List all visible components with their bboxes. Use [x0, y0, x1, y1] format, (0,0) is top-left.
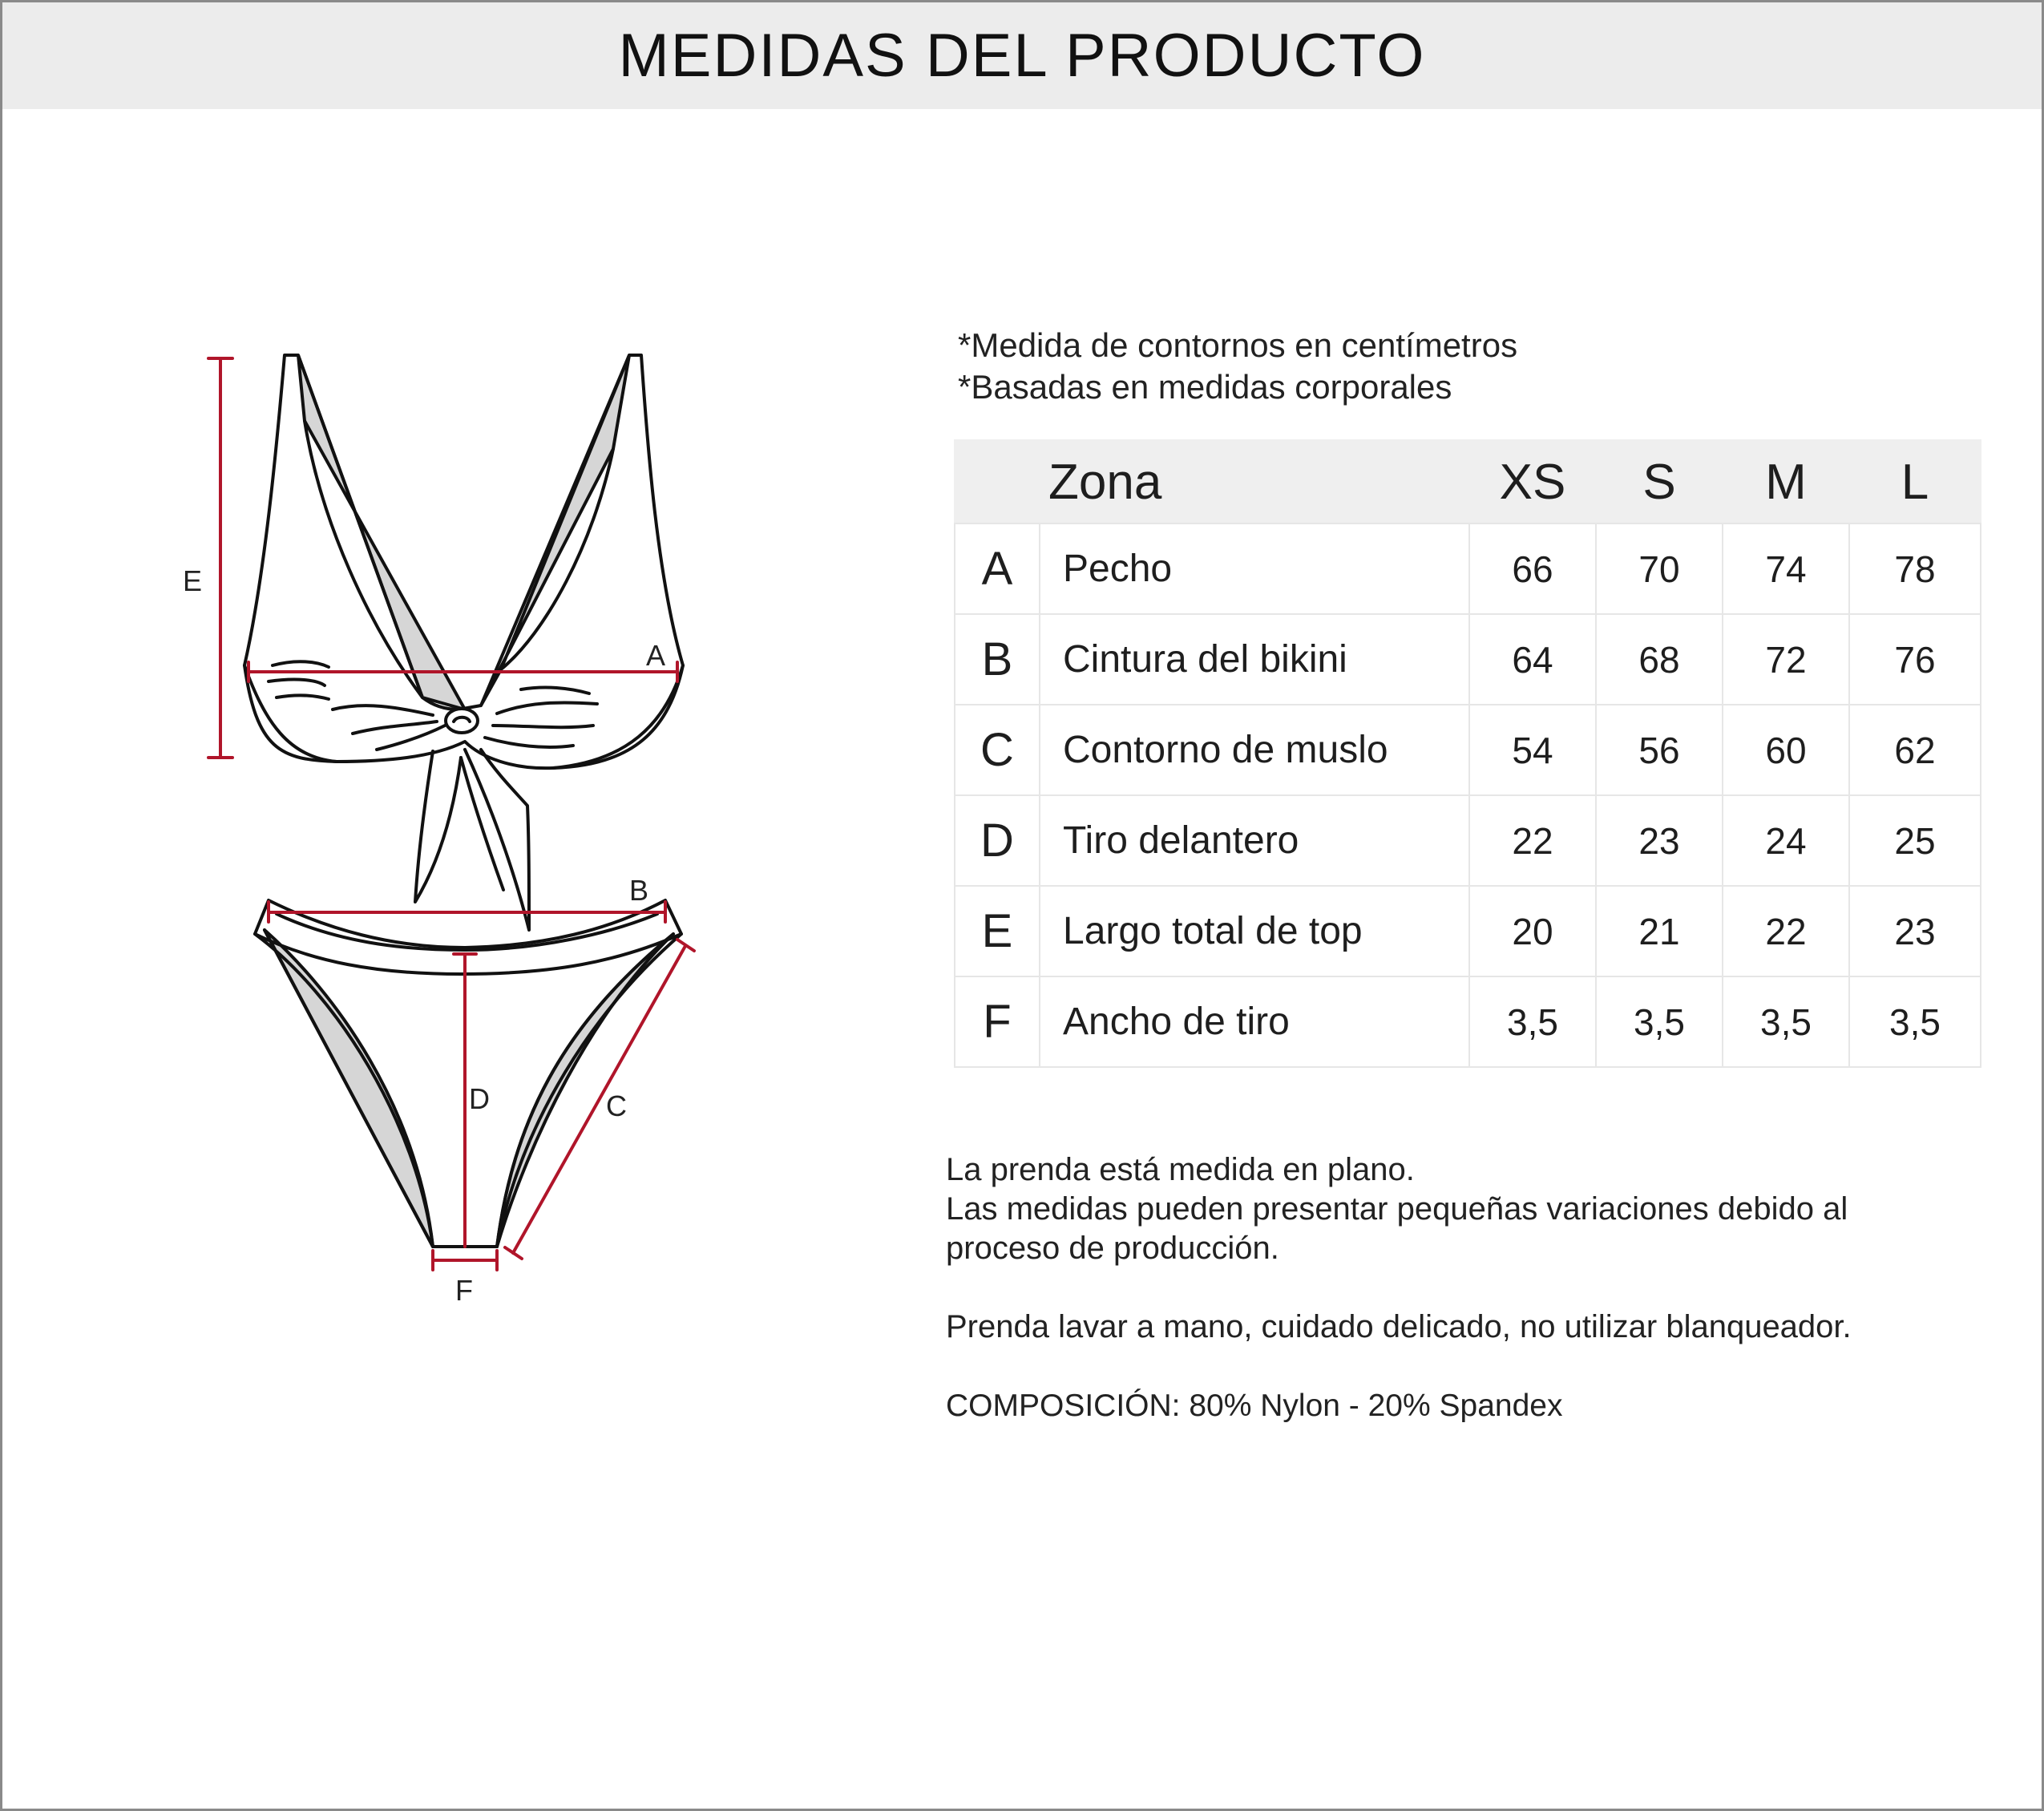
label-b: B	[629, 874, 649, 907]
table-row	[955, 523, 1981, 614]
row-value: 74	[1723, 523, 1849, 614]
row-value: 64	[1469, 614, 1596, 705]
note-line: *Basadas en medidas corporales	[958, 368, 1452, 406]
row-value: 60	[1723, 705, 1849, 795]
row-value: 72	[1723, 614, 1849, 705]
row-zone: Cintura del bikini	[1040, 614, 1469, 705]
row-value: 22	[1723, 886, 1849, 976]
product-info	[946, 1150, 1852, 1425]
row-value: 23	[1596, 795, 1723, 886]
label-f: F	[455, 1274, 473, 1307]
header-size-s: S	[1596, 440, 1723, 523]
info-line: proceso de producción.	[946, 1231, 1279, 1266]
table-row	[955, 705, 1981, 795]
measurement-notes	[958, 325, 1517, 408]
info-line: Las medidas pueden presentar pequeñas variaciones debido al	[946, 1191, 1848, 1227]
row-value: 76	[1849, 614, 1981, 705]
row-value: 70	[1596, 523, 1723, 614]
top-tie-left	[415, 751, 461, 902]
row-value: 78	[1849, 523, 1981, 614]
top-tie-right	[465, 750, 529, 930]
label-a: A	[646, 639, 666, 672]
top-knot-ring	[446, 709, 478, 733]
header-size-m: M	[1723, 440, 1849, 523]
table-header-row	[955, 440, 1981, 523]
info-line: La prenda está medida en plano.	[946, 1152, 1415, 1187]
bottom-outline	[255, 900, 681, 1247]
row-value: 21	[1596, 886, 1723, 976]
row-value: 54	[1469, 705, 1596, 795]
row-value: 68	[1596, 614, 1723, 705]
row-value: 56	[1596, 705, 1723, 795]
table-row	[955, 795, 1981, 886]
header-size-xs: XS	[1469, 440, 1596, 523]
table-row	[955, 976, 1981, 1067]
row-value: 22	[1469, 795, 1596, 886]
row-zone: Ancho de tiro	[1040, 976, 1469, 1067]
table-row	[955, 614, 1981, 705]
row-value: 23	[1849, 886, 1981, 976]
row-zone: Pecho	[1040, 523, 1469, 614]
row-value: 3,5	[1596, 976, 1723, 1067]
label-d: D	[469, 1082, 490, 1115]
row-value: 3,5	[1723, 976, 1849, 1067]
row-value: 3,5	[1849, 976, 1981, 1067]
row-zone: Contorno de muslo	[1040, 705, 1469, 795]
row-zone: Largo total de top	[1040, 886, 1469, 976]
label-c: C	[606, 1089, 627, 1122]
row-value: 20	[1469, 886, 1596, 976]
care-instructions: Prenda lavar a mano, cuidado delicado, no utilizar blanqueador.	[946, 1309, 1852, 1344]
row-letter: C	[955, 705, 1040, 795]
header-letter-cell	[955, 440, 1040, 523]
label-e: E	[183, 564, 203, 597]
page-title: MEDIDAS DEL PRODUCTO	[618, 22, 1426, 90]
table-row	[955, 886, 1981, 976]
row-zone: Tiro delantero	[1040, 795, 1469, 886]
header-zona: Zona	[1040, 440, 1469, 523]
row-letter: B	[955, 614, 1040, 705]
row-letter: D	[955, 795, 1040, 886]
row-letter: E	[955, 886, 1040, 976]
row-value: 3,5	[1469, 976, 1596, 1067]
composition: COMPOSICIÓN: 80% Nylon - 20% Spandex	[946, 1389, 1563, 1423]
row-value: 66	[1469, 523, 1596, 614]
header-size-l: L	[1849, 440, 1981, 523]
row-value: 24	[1723, 795, 1849, 886]
row-value: 62	[1849, 705, 1981, 795]
size-table	[954, 439, 1981, 1068]
row-letter: F	[955, 976, 1040, 1067]
row-value: 25	[1849, 795, 1981, 886]
note-line: *Medida de contornos en centímetros	[958, 326, 1518, 364]
row-letter: A	[955, 523, 1040, 614]
bottom-right-panel	[497, 934, 673, 1247]
